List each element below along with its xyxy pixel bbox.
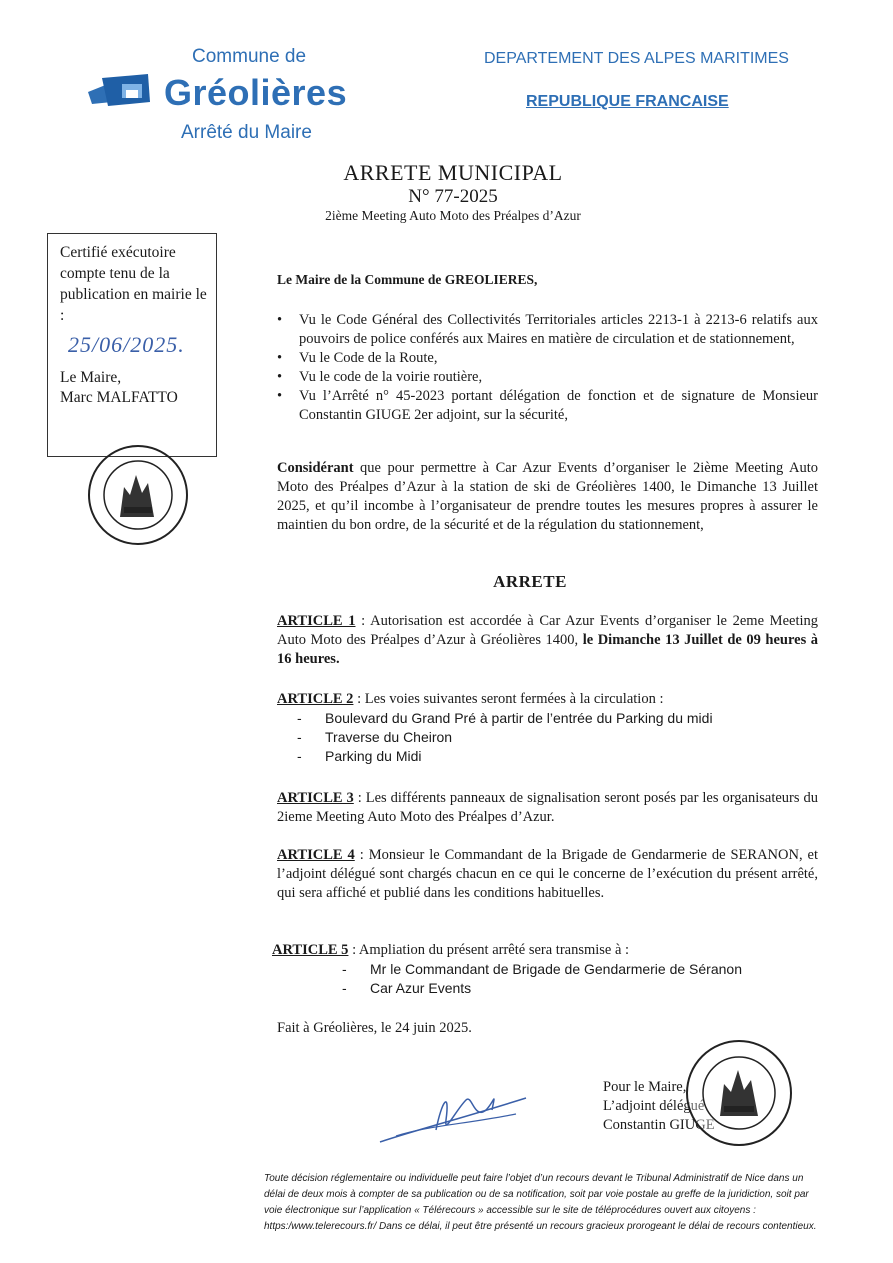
arrete-heading: ARRETE	[493, 572, 567, 591]
article-4-label: ARTICLE 4	[277, 847, 355, 863]
article-4	[277, 846, 818, 903]
recipient-item: - Car Azur Events	[322, 979, 813, 998]
closed-road-item: - Parking du Midi	[277, 747, 818, 766]
legal-footer: Toute décision réglementaire ou individuelle peut faire l’objet d’un recours devant le Tribunal Administratif de Nice dans un délai de deux mois à compter de sa publication ou de sa notification, soit par voie postale au greffe de la juridiction, soit par voie électronique sur l’application « Télérecours » accessible sur le site de téléprocédures ouvert aux citoyens : https:/www.telerecours.fr/ Dans ce délai, il peut être présenté un recours gracieux prorogeant le délai de recours contentieux.	[264, 1173, 817, 1232]
article-2-label: ARTICLE 2	[277, 691, 354, 707]
vu-item: • Vu le Code de la Route,	[277, 349, 818, 368]
fait-a: Fait à Gréolières, le 24 juin 2025.	[277, 1020, 472, 1036]
article-1-bold: le Dimanche 13 Juillet de 09 heures à 16 heures.	[277, 632, 818, 667]
considerant-label: Considérant	[277, 460, 354, 476]
adjoint-title: L’adjoint délégué	[603, 1098, 705, 1114]
article-3-text: : Les différents panneaux de signalisation seront posés par les organisateurs du 2ieme Meeting Auto Moto des Préalpes d’Azur.	[277, 790, 818, 825]
republique: REPUBLIQUE FRANCAISE	[526, 93, 729, 110]
commune-logo	[88, 72, 160, 110]
article-1-text: : Autorisation est accordée à Car Azur Events d’organiser le 2eme Meeting Auto Moto des Préalpes d’Azur à Gréolières 1400,	[277, 613, 819, 648]
mairie-stamp	[88, 445, 188, 545]
vu-item: • Vu le code de la voirie routière,	[277, 368, 818, 387]
document-number: N° 77-2025	[408, 186, 498, 207]
article-2	[277, 690, 818, 766]
intro-line: Le Maire de la Commune de GREOLIERES,	[277, 272, 538, 287]
adjoint-name: Constantin GIUGE	[603, 1117, 715, 1133]
commune-label: Commune de	[192, 46, 307, 67]
article-3	[277, 789, 818, 827]
considerant-paragraph	[277, 459, 818, 535]
handwritten-signature	[376, 1080, 536, 1150]
article-5-text: : Ampliation du présent arrêté sera transmise à :	[348, 942, 630, 958]
document-title: ARRETE MUNICIPAL	[343, 160, 563, 185]
mayor-name: Marc MALFATTO	[60, 389, 178, 406]
article-5-label: ARTICLE 5	[272, 942, 349, 958]
document-subject: 2ième Meeting Auto Moto des Préalpes d’Azur	[325, 208, 581, 223]
vu-section	[277, 311, 818, 425]
closed-road-item: - Traverse du Cheiron	[277, 728, 818, 747]
signature-icon	[376, 1080, 536, 1150]
pour-le-maire: Pour le Maire,	[603, 1079, 687, 1095]
departement: DEPARTEMENT DES ALPES MARITIMES	[484, 50, 789, 67]
logo-icon	[88, 72, 160, 110]
article-5	[272, 941, 813, 998]
stamp-icon	[688, 1042, 790, 1144]
article-4-text: : Monsieur le Commandant de la Brigade de Gendarmerie de SERANON, et l’adjoint délégué sont chargés chacun en ce qui le concerne de l’exécution du présent arrêté, qui sera affiché et publié dans les conditions habituelles.	[277, 847, 818, 901]
stamp-icon	[90, 447, 186, 543]
recipient-item: - Mr le Commandant de Brigade de Gendarmerie de Séranon	[322, 960, 813, 979]
vu-item: • Vu l’Arrêté n° 45-2023 portant délégation de fonction et de signature de Monsieur Constantin GIUGE 2er adjoint, sur la sécurité,	[277, 387, 818, 425]
mairie-stamp-signature	[686, 1040, 792, 1146]
town-name: Gréolières	[164, 72, 348, 113]
article-2-text: : Les voies suivantes seront fermées à la circulation :	[353, 691, 664, 707]
article-3-label: ARTICLE 3	[277, 790, 354, 806]
certification-text: Certifié exécutoire compte tenu de la publication en mairie le :	[60, 244, 207, 324]
mayor-title: Le Maire,	[60, 369, 122, 386]
closed-road-item: - Boulevard du Grand Pré à partir de l’entrée du Parking du midi	[277, 709, 818, 728]
certification-date: 25/06/2025.	[68, 332, 185, 357]
considerant-text: que pour permettre à Car Azur Events d’organiser le 2ième Meeting Auto Moto des Préalpes d’Azur à la station de ski de Gréolières 1400, le Dimanche 13 Juillet 2025, et qu’il incombe à l’organisateur de prendre toutes les mesures propres à assurer le maintien du bon ordre, de la sécurité et de la régulation du stationnement,	[277, 460, 818, 533]
article-1-label: ARTICLE 1	[277, 613, 356, 629]
article-1	[277, 612, 818, 669]
arrete-du-maire: Arrêté du Maire	[181, 122, 312, 143]
certification-signatory	[60, 368, 178, 408]
vu-item: • Vu le Code Général des Collectivités Territoriales articles 2213-1 à 2213-6 relatifs aux pouvoirs de police conférés aux Maires en matière de circulation et de stationnement,	[277, 311, 818, 349]
certification-box-left-border	[47, 233, 48, 457]
